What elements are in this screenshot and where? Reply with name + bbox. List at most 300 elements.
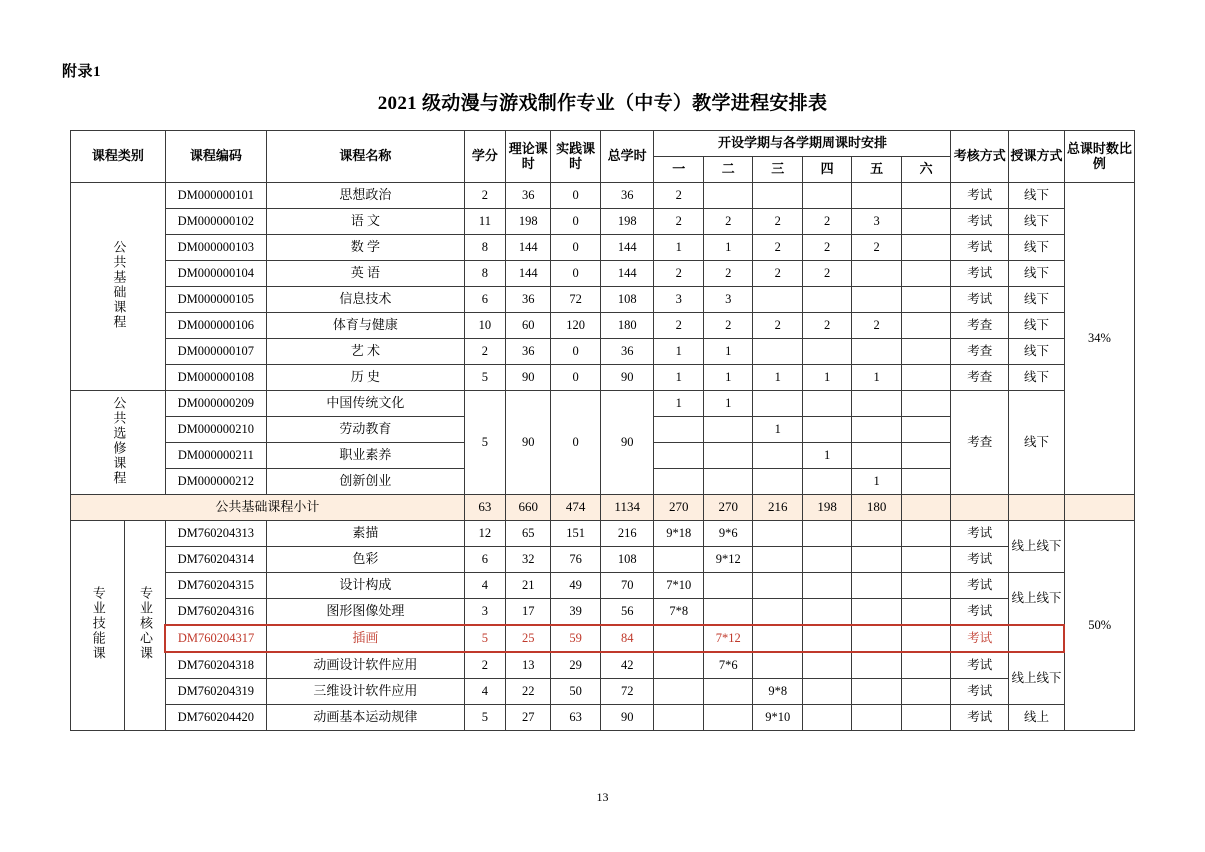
cell-name: 动画设计软件应用 — [266, 652, 464, 679]
cell-sem-4 — [802, 417, 851, 443]
cell-total: 42 — [600, 652, 654, 679]
cell-practice: 0 — [551, 365, 600, 391]
cell-teach: 线下 — [1009, 365, 1065, 391]
header-practice-hours: 实践课时 — [551, 131, 600, 183]
cell-credits: 4 — [464, 679, 505, 705]
cell-sem-2: 7*12 — [703, 625, 752, 652]
cell-sem-1 — [654, 705, 703, 731]
cell-practice: 120 — [551, 313, 600, 339]
table-row — [71, 547, 1135, 573]
cell-sem-6 — [901, 547, 951, 573]
cell-sem-1 — [654, 547, 703, 573]
table-row — [71, 235, 1135, 261]
cell-sem-4 — [802, 183, 851, 209]
group-label-major-skill: 专业技能课 — [71, 521, 125, 731]
cell-teach — [1009, 625, 1065, 652]
cell-sem-6 — [901, 469, 951, 495]
cell-exam: 考试 — [951, 573, 1009, 599]
cell-sem-2: 3 — [703, 287, 752, 313]
subtotal-teach — [1009, 495, 1065, 521]
cell-sem-2: 9*12 — [703, 547, 752, 573]
cell-total: 36 — [600, 339, 654, 365]
cell-sem-1: 1 — [654, 365, 703, 391]
cell-code: DM000000105 — [165, 287, 266, 313]
table-row — [71, 573, 1135, 599]
cell-sem-1: 2 — [654, 209, 703, 235]
cell-theory: 36 — [506, 287, 551, 313]
cell-sem-5 — [852, 625, 901, 652]
cell-code: DM000000101 — [165, 183, 266, 209]
cell-credits: 6 — [464, 287, 505, 313]
cell-sem-4: 2 — [802, 261, 851, 287]
header-credits: 学分 — [464, 131, 505, 183]
cell-name: 思想政治 — [266, 183, 464, 209]
cell-code: DM760204318 — [165, 652, 266, 679]
cell-credits: 5 — [464, 365, 505, 391]
cell-sem-4 — [802, 652, 851, 679]
cell-sem-3 — [753, 391, 802, 417]
cell-exam: 考查 — [951, 313, 1009, 339]
cell-credits: 5 — [464, 705, 505, 731]
cell-sem-1 — [654, 443, 703, 469]
cell-theory: 17 — [506, 599, 551, 626]
header-semester-5: 五 — [852, 157, 901, 183]
table-row — [71, 183, 1135, 209]
cell-exam: 考查 — [951, 365, 1009, 391]
cell-theory: 32 — [506, 547, 551, 573]
cell-sem-2: 1 — [703, 391, 752, 417]
cell-teach: 线下 — [1009, 235, 1065, 261]
cell-sem-4 — [802, 469, 851, 495]
cell-sem-1 — [654, 625, 703, 652]
cell-credits: 5 — [464, 625, 505, 652]
cell-theory: 13 — [506, 652, 551, 679]
header-exam-mode: 考核方式 — [951, 131, 1009, 183]
cell-sem-2: 1 — [703, 339, 752, 365]
cell-sem-6 — [901, 287, 951, 313]
cell-theory: 60 — [506, 313, 551, 339]
page-title: 2021 级动漫与游戏制作专业（中专）教学进程安排表 — [377, 93, 828, 114]
cell-ratio-major: 50% — [1064, 521, 1134, 731]
cell-sem-4 — [802, 625, 851, 652]
cell-sem-2 — [703, 573, 752, 599]
subtotal-sem-2: 270 — [703, 495, 752, 521]
cell-sem-1: 2 — [654, 261, 703, 287]
cell-name: 艺 术 — [266, 339, 464, 365]
table-row — [71, 287, 1135, 313]
cell-name: 动画基本运动规律 — [266, 705, 464, 731]
cell-teach: 线上线下 — [1009, 521, 1065, 573]
cell-exam: 考试 — [951, 521, 1009, 547]
cell-name: 素描 — [266, 521, 464, 547]
table-row — [71, 313, 1135, 339]
cell-sem-2: 1 — [703, 365, 752, 391]
cell-teach: 线下 — [1009, 183, 1065, 209]
subtotal-practice: 474 — [551, 495, 600, 521]
cell-teach: 线下 — [1009, 313, 1065, 339]
cell-sem-4 — [802, 391, 851, 417]
header-semester-group: 开设学期与各学期周课时安排 — [654, 131, 951, 157]
cell-total: 144 — [600, 235, 654, 261]
cell-theory: 90 — [506, 391, 551, 495]
header-name: 课程名称 — [266, 131, 464, 183]
cell-credits: 6 — [464, 547, 505, 573]
cell-code: DM000000210 — [165, 417, 266, 443]
cell-practice: 0 — [551, 183, 600, 209]
cell-theory: 27 — [506, 705, 551, 731]
cell-credits: 12 — [464, 521, 505, 547]
cell-sem-3 — [753, 652, 802, 679]
cell-sem-5 — [852, 547, 901, 573]
cell-name: 三维设计软件应用 — [266, 679, 464, 705]
cell-sem-5 — [852, 287, 901, 313]
cell-sem-4 — [802, 705, 851, 731]
cell-code: DM000000108 — [165, 365, 266, 391]
cell-sem-6 — [901, 339, 951, 365]
table-row — [71, 339, 1135, 365]
cell-exam: 考试 — [951, 705, 1009, 731]
cell-exam: 考试 — [951, 652, 1009, 679]
cell-sem-1 — [654, 679, 703, 705]
cell-sem-3: 2 — [753, 209, 802, 235]
header-semester-4: 四 — [802, 157, 851, 183]
cell-sem-1: 7*10 — [654, 573, 703, 599]
cell-code: DM000000104 — [165, 261, 266, 287]
header-ratio: 总课时数比例 — [1064, 131, 1134, 183]
header-semester-2: 二 — [703, 157, 752, 183]
cell-sem-6 — [901, 235, 951, 261]
cell-theory: 144 — [506, 261, 551, 287]
cell-practice: 0 — [551, 261, 600, 287]
cell-sem-6 — [901, 521, 951, 547]
cell-code: DM760204420 — [165, 705, 266, 731]
cell-code: DM000000209 — [165, 391, 266, 417]
subtotal-sem-3: 216 — [753, 495, 802, 521]
cell-sem-1: 2 — [654, 313, 703, 339]
cell-total: 90 — [600, 365, 654, 391]
cell-theory: 90 — [506, 365, 551, 391]
appendix-label: 附录1 — [62, 64, 102, 80]
cell-sem-2 — [703, 705, 752, 731]
cell-sem-2: 2 — [703, 313, 752, 339]
cell-practice: 39 — [551, 599, 600, 626]
cell-practice: 0 — [551, 235, 600, 261]
cell-name: 创新创业 — [266, 469, 464, 495]
header-total-hours: 总学时 — [600, 131, 654, 183]
cell-name: 体育与健康 — [266, 313, 464, 339]
cell-practice: 49 — [551, 573, 600, 599]
cell-sem-3: 2 — [753, 235, 802, 261]
table-row-highlighted — [71, 625, 1135, 652]
cell-exam: 考试 — [951, 235, 1009, 261]
cell-sem-6 — [901, 443, 951, 469]
cell-sem-3: 9*10 — [753, 705, 802, 731]
cell-sem-1: 9*18 — [654, 521, 703, 547]
cell-code: DM000000212 — [165, 469, 266, 495]
cell-practice: 59 — [551, 625, 600, 652]
header-teach-mode: 授课方式 — [1009, 131, 1065, 183]
table-row — [71, 391, 1135, 417]
cell-sem-2 — [703, 417, 752, 443]
group-label-public-basic: 公共基础课程 — [71, 183, 166, 391]
cell-sem-2: 1 — [703, 235, 752, 261]
cell-sem-1 — [654, 469, 703, 495]
cell-sem-5 — [852, 652, 901, 679]
cell-exam: 考试 — [951, 625, 1009, 652]
cell-teach: 线下 — [1009, 391, 1065, 495]
cell-exam: 考试 — [951, 209, 1009, 235]
cell-ratio-public: 34% — [1064, 183, 1134, 495]
cell-total: 90 — [600, 391, 654, 495]
group-label-major-core: 专业核心课 — [124, 521, 165, 731]
cell-name: 数 学 — [266, 235, 464, 261]
cell-sem-5: 3 — [852, 209, 901, 235]
table-header-row-1 — [71, 131, 1135, 157]
header-theory-hours: 理论课时 — [506, 131, 551, 183]
cell-sem-5: 2 — [852, 313, 901, 339]
cell-name: 图形图像处理 — [266, 599, 464, 626]
cell-sem-3: 1 — [753, 365, 802, 391]
cell-teach: 线上 — [1009, 705, 1065, 731]
header-category: 课程类别 — [71, 131, 166, 183]
cell-sem-3 — [753, 339, 802, 365]
cell-total: 108 — [600, 287, 654, 313]
cell-practice: 0 — [551, 391, 600, 495]
header-semester-1: 一 — [654, 157, 703, 183]
cell-total: 84 — [600, 625, 654, 652]
table-row — [71, 599, 1135, 626]
cell-sem-6 — [901, 625, 951, 652]
cell-exam: 考试 — [951, 183, 1009, 209]
cell-sem-2 — [703, 443, 752, 469]
subtotal-total: 1134 — [600, 495, 654, 521]
cell-theory: 25 — [506, 625, 551, 652]
cell-sem-4 — [802, 521, 851, 547]
cell-total: 90 — [600, 705, 654, 731]
cell-sem-6 — [901, 417, 951, 443]
subtotal-sem-5: 180 — [852, 495, 901, 521]
cell-name: 设计构成 — [266, 573, 464, 599]
cell-sem-5: 2 — [852, 235, 901, 261]
cell-practice: 76 — [551, 547, 600, 573]
cell-practice: 72 — [551, 287, 600, 313]
table-row — [71, 209, 1135, 235]
cell-teach: 线上线下 — [1009, 573, 1065, 626]
cell-total: 56 — [600, 599, 654, 626]
page-number: 13 — [596, 790, 609, 804]
cell-sem-4: 2 — [802, 235, 851, 261]
subtotal-exam — [951, 495, 1009, 521]
cell-name: 英 语 — [266, 261, 464, 287]
cell-exam: 考试 — [951, 287, 1009, 313]
header-semester-6: 六 — [901, 157, 951, 183]
cell-theory: 22 — [506, 679, 551, 705]
cell-sem-1: 7*8 — [654, 599, 703, 626]
cell-practice: 63 — [551, 705, 600, 731]
cell-code: DM760204315 — [165, 573, 266, 599]
subtotal-sem-4: 198 — [802, 495, 851, 521]
header-code: 课程编码 — [165, 131, 266, 183]
cell-code: DM000000211 — [165, 443, 266, 469]
course-schedule-table — [70, 130, 1135, 731]
cell-sem-1 — [654, 417, 703, 443]
cell-sem-5 — [852, 521, 901, 547]
cell-sem-6 — [901, 261, 951, 287]
cell-name: 职业素养 — [266, 443, 464, 469]
cell-sem-4: 1 — [802, 365, 851, 391]
cell-sem-4: 1 — [802, 443, 851, 469]
subtotal-row — [71, 495, 1135, 521]
cell-theory: 21 — [506, 573, 551, 599]
table-row — [71, 365, 1135, 391]
cell-teach: 线下 — [1009, 339, 1065, 365]
subtotal-sem-1: 270 — [654, 495, 703, 521]
cell-name: 插画 — [266, 625, 464, 652]
cell-sem-2: 2 — [703, 261, 752, 287]
cell-sem-6 — [901, 679, 951, 705]
cell-teach: 线下 — [1009, 209, 1065, 235]
cell-sem-3: 9*8 — [753, 679, 802, 705]
cell-credits: 4 — [464, 573, 505, 599]
cell-sem-5 — [852, 261, 901, 287]
cell-sem-3 — [753, 599, 802, 626]
cell-exam: 考查 — [951, 339, 1009, 365]
cell-sem-2: 2 — [703, 209, 752, 235]
cell-sem-1: 3 — [654, 287, 703, 313]
cell-credits: 8 — [464, 235, 505, 261]
cell-sem-2 — [703, 599, 752, 626]
cell-sem-1 — [654, 652, 703, 679]
subtotal-credits: 63 — [464, 495, 505, 521]
cell-code: DM760204314 — [165, 547, 266, 573]
cell-teach: 线上线下 — [1009, 652, 1065, 705]
cell-credits: 2 — [464, 183, 505, 209]
cell-credits: 8 — [464, 261, 505, 287]
cell-total: 144 — [600, 261, 654, 287]
cell-exam: 考查 — [951, 391, 1009, 495]
cell-sem-2: 9*6 — [703, 521, 752, 547]
subtotal-ratio — [1064, 495, 1134, 521]
cell-sem-6 — [901, 573, 951, 599]
cell-name: 色彩 — [266, 547, 464, 573]
cell-credits: 3 — [464, 599, 505, 626]
cell-sem-3 — [753, 469, 802, 495]
cell-sem-3 — [753, 521, 802, 547]
cell-sem-4: 2 — [802, 313, 851, 339]
cell-practice: 151 — [551, 521, 600, 547]
cell-credits: 11 — [464, 209, 505, 235]
cell-teach: 线下 — [1009, 287, 1065, 313]
cell-name: 中国传统文化 — [266, 391, 464, 417]
cell-sem-4: 2 — [802, 209, 851, 235]
cell-practice: 0 — [551, 339, 600, 365]
cell-sem-5: 1 — [852, 365, 901, 391]
cell-sem-5 — [852, 391, 901, 417]
cell-theory: 36 — [506, 183, 551, 209]
cell-code: DM000000103 — [165, 235, 266, 261]
cell-code: DM760204313 — [165, 521, 266, 547]
cell-sem-3 — [753, 443, 802, 469]
cell-sem-6 — [901, 599, 951, 626]
cell-code: DM760204316 — [165, 599, 266, 626]
cell-sem-4 — [802, 339, 851, 365]
cell-theory: 65 — [506, 521, 551, 547]
cell-sem-3 — [753, 625, 802, 652]
cell-sem-6 — [901, 209, 951, 235]
cell-exam: 考试 — [951, 261, 1009, 287]
cell-sem-2 — [703, 183, 752, 209]
cell-total: 198 — [600, 209, 654, 235]
cell-total: 180 — [600, 313, 654, 339]
cell-sem-3 — [753, 547, 802, 573]
cell-sem-4 — [802, 599, 851, 626]
cell-sem-3: 2 — [753, 261, 802, 287]
cell-name: 信息技术 — [266, 287, 464, 313]
cell-exam: 考试 — [951, 679, 1009, 705]
cell-sem-1: 1 — [654, 391, 703, 417]
cell-credits: 2 — [464, 339, 505, 365]
cell-sem-6 — [901, 183, 951, 209]
cell-sem-1: 2 — [654, 183, 703, 209]
cell-code: DM000000102 — [165, 209, 266, 235]
subtotal-label: 公共基础课程小计 — [71, 495, 465, 521]
cell-name: 语 文 — [266, 209, 464, 235]
cell-sem-5 — [852, 573, 901, 599]
cell-sem-3 — [753, 573, 802, 599]
subtotal-sem-6 — [901, 495, 951, 521]
header-semester-3: 三 — [753, 157, 802, 183]
cell-sem-2: 7*6 — [703, 652, 752, 679]
table-row — [71, 521, 1135, 547]
cell-credits: 10 — [464, 313, 505, 339]
table-row — [71, 679, 1135, 705]
cell-sem-3 — [753, 287, 802, 313]
cell-sem-3 — [753, 183, 802, 209]
cell-sem-1: 1 — [654, 235, 703, 261]
cell-code: DM000000107 — [165, 339, 266, 365]
cell-name: 劳动教育 — [266, 417, 464, 443]
cell-credits: 2 — [464, 652, 505, 679]
cell-exam: 考试 — [951, 547, 1009, 573]
cell-sem-2 — [703, 679, 752, 705]
subtotal-theory: 660 — [506, 495, 551, 521]
cell-credits: 5 — [464, 391, 505, 495]
cell-total: 72 — [600, 679, 654, 705]
cell-sem-5 — [852, 599, 901, 626]
cell-total: 36 — [600, 183, 654, 209]
cell-code: DM760204317 — [165, 625, 266, 652]
cell-teach: 线下 — [1009, 261, 1065, 287]
cell-sem-6 — [901, 313, 951, 339]
cell-sem-5 — [852, 339, 901, 365]
cell-sem-5 — [852, 705, 901, 731]
table-row — [71, 652, 1135, 679]
cell-theory: 198 — [506, 209, 551, 235]
table-row — [71, 705, 1135, 731]
cell-total: 70 — [600, 573, 654, 599]
cell-practice: 0 — [551, 209, 600, 235]
cell-sem-6 — [901, 391, 951, 417]
cell-sem-6 — [901, 365, 951, 391]
cell-sem-5: 1 — [852, 469, 901, 495]
cell-name: 历 史 — [266, 365, 464, 391]
cell-sem-6 — [901, 705, 951, 731]
cell-sem-3: 2 — [753, 313, 802, 339]
cell-code: DM760204319 — [165, 679, 266, 705]
cell-sem-5 — [852, 417, 901, 443]
cell-exam: 考试 — [951, 599, 1009, 626]
cell-sem-6 — [901, 652, 951, 679]
